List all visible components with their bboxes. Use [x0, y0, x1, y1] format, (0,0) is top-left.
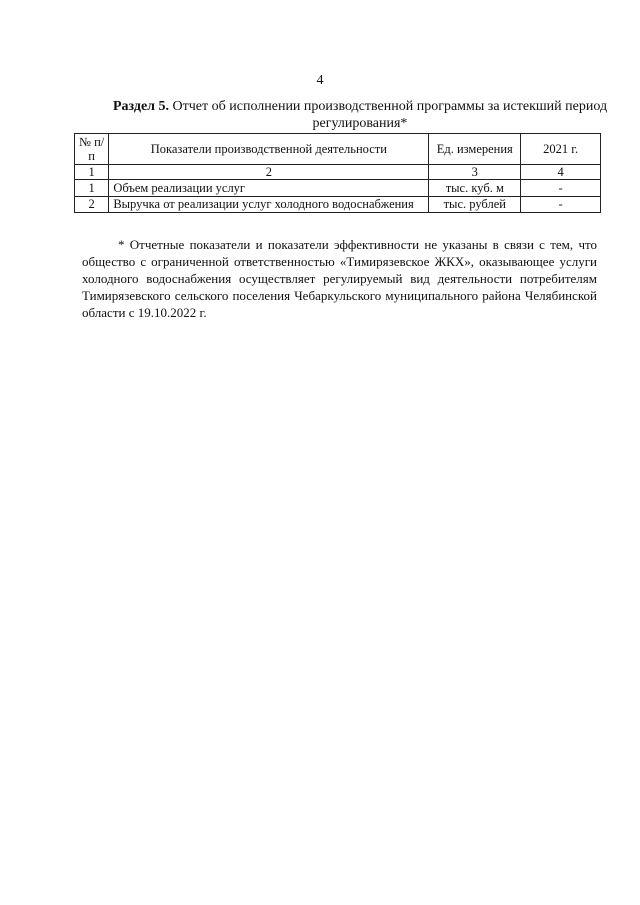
column-number: 2	[109, 165, 429, 180]
header-unit: Ед. измерения	[429, 134, 521, 165]
row-number: 1	[75, 180, 109, 197]
row-unit: тыс. куб. м	[429, 180, 521, 197]
row-indicator: Выручка от реализации услуг холодного водоснабжения	[109, 197, 429, 213]
row-number: 2	[75, 197, 109, 213]
table-header-row	[75, 134, 601, 165]
header-indicator: Показатели производственной деятельности	[109, 134, 429, 165]
footnote-text: * Отчетные показатели и показатели эффективности не указаны в связи с тем, что общество с ограниченной ответственностью «Тимирязевское ЖКХ», оказывающее услуги холодного водоснабжения осуществляет регулируемый вид деятельности потребителям Тимирязевского сельского поселения Чебаркульского муниципального района Челябинской области с 19.10.2022 г.	[82, 237, 597, 320]
row-indicator: Объем реализации услуг	[109, 180, 429, 197]
footnote	[82, 236, 597, 321]
column-number: 1	[75, 165, 109, 180]
column-numbers-row	[75, 165, 601, 180]
section-title-text: Отчет об исполнении производственной программы за истекший период регулирования*	[172, 99, 608, 131]
row-value: -	[521, 180, 601, 197]
section-title	[105, 98, 615, 132]
table-row	[75, 180, 601, 197]
header-year: 2021 г.	[521, 134, 601, 165]
page-number: 4	[316, 73, 324, 88]
row-value: -	[521, 197, 601, 213]
header-row-number: № п/п	[75, 134, 109, 165]
column-number: 4	[521, 165, 601, 180]
row-unit: тыс. рублей	[429, 197, 521, 213]
table-row	[75, 197, 601, 213]
production-program-table	[74, 133, 601, 213]
column-number: 3	[429, 165, 521, 180]
section-label: Раздел 5.	[112, 99, 170, 114]
